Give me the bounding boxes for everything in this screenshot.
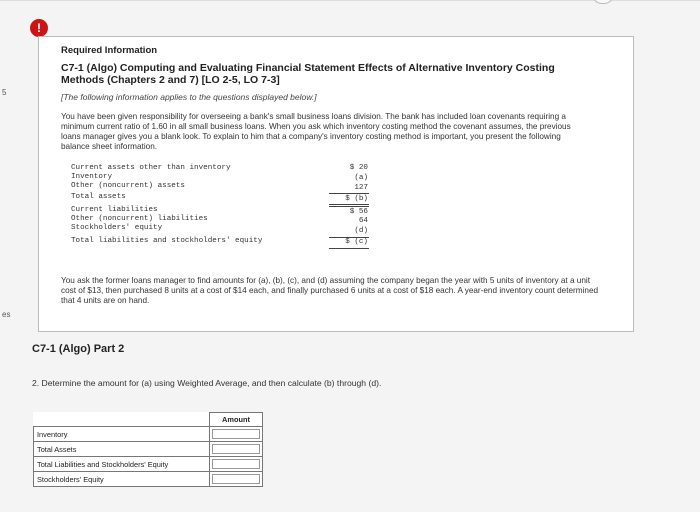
required-information-label: Required Information bbox=[61, 45, 158, 56]
required-information-box bbox=[38, 36, 634, 332]
bs-label-stockholders-equity: Stockholders' equity bbox=[71, 224, 163, 232]
bs-label-current-assets: Current assets other than inventory bbox=[71, 164, 231, 172]
info-note: [The following information applies to the questions displayed below.] bbox=[61, 92, 317, 102]
bs-amount-other-assets: 127 bbox=[354, 184, 368, 192]
bs-amount-inventory: (a) bbox=[354, 174, 368, 182]
bs-total-line bbox=[329, 204, 369, 205]
total-assets-amount-input[interactable] bbox=[212, 444, 260, 454]
bs-label-other-assets: Other (noncurrent) assets bbox=[71, 182, 185, 190]
scroll-handle[interactable] bbox=[592, 0, 614, 4]
table-row bbox=[34, 442, 263, 457]
row-label-total-liabilities-equity: Total Liabilities and Stockholders' Equity bbox=[34, 457, 210, 472]
bs-amount-total-liabilities-equity: $ (c) bbox=[345, 238, 368, 246]
row-label-total-assets: Total Assets bbox=[34, 442, 210, 457]
table-header-blank bbox=[34, 413, 210, 427]
edge-glyph-2: es bbox=[2, 310, 11, 319]
question-text: 2. Determine the amount for (a) using Weighted Average, and then calculate (b) through (d). bbox=[32, 378, 382, 388]
bs-subtotal-line bbox=[329, 193, 369, 194]
bs-amount-other-liabilities: 64 bbox=[358, 217, 368, 225]
amount-cell-total-liabilities-equity bbox=[210, 457, 263, 472]
bs-total-double-line bbox=[329, 206, 369, 207]
bs-label-total-liabilities-equity: Total liabilities and stockholders' equity bbox=[71, 237, 263, 245]
alert-icon: ! bbox=[30, 19, 48, 37]
stockholders-equity-amount-input[interactable] bbox=[212, 474, 260, 484]
amount-column-header: Amount bbox=[210, 413, 263, 427]
bs-label-inventory: Inventory bbox=[71, 173, 113, 181]
edge-glyph-1: 5 bbox=[2, 88, 7, 97]
amount-cell-inventory bbox=[210, 427, 263, 442]
row-label-stockholders-equity: Stockholders' Equity bbox=[34, 472, 210, 487]
amount-cell-stockholders-equity bbox=[210, 472, 263, 487]
bs-amount-stockholders-equity: (d) bbox=[354, 227, 368, 235]
amount-cell-total-assets bbox=[210, 442, 263, 457]
bs-label-other-liabilities: Other (noncurrent) liabilities bbox=[71, 215, 208, 223]
bs-label-current-liabilities: Current liabilities bbox=[71, 206, 158, 214]
bs-amount-total-assets: $ (b) bbox=[345, 195, 368, 203]
answer-table bbox=[33, 412, 263, 487]
total-liabilities-equity-amount-input[interactable] bbox=[212, 459, 260, 469]
bs-label-total-assets: Total assets bbox=[71, 193, 126, 201]
bs-amount-current-liabilities: $ 56 bbox=[349, 208, 368, 216]
table-row bbox=[34, 457, 263, 472]
bs-final-line bbox=[329, 248, 369, 249]
table-row bbox=[34, 427, 263, 442]
inventory-amount-input[interactable] bbox=[212, 429, 260, 439]
problem-title: C7-1 (Algo) Computing and Evaluating Financial Statement Effects of Alternative Inventory Costing Methods (Chapters 2 and 7) [LO 2-5, LO 7-3] bbox=[61, 62, 555, 86]
problem-paragraph-1: You have been given responsibility for overseeing a bank's small business loans division. The bank has included loan covenants requiring a minimum current ratio of 1.60 in all small business loans. When you ask which inventory costing method the covenant assumes, the previous loans manager gives you a blank look. To explain to him that a company's inventory costing method is important, you present the following balance sheet information. bbox=[61, 112, 571, 151]
bs-amount-current-assets: $ 20 bbox=[349, 164, 368, 172]
balance-sheet bbox=[61, 164, 371, 256]
part-title: C7-1 (Algo) Part 2 bbox=[32, 343, 125, 355]
row-label-inventory: Inventory bbox=[34, 427, 210, 442]
problem-paragraph-2: You ask the former loans manager to find amounts for (a), (b), (c), and (d) assuming the company began the year with 5 units of inventory at a unit cost of $13, then purchased 8 units at a cost of $14 each, and finally purchased 6 units at a cost of $18 each. A year-end inventory count determined that 4 units are on hand. bbox=[61, 276, 599, 305]
table-row bbox=[34, 472, 263, 487]
